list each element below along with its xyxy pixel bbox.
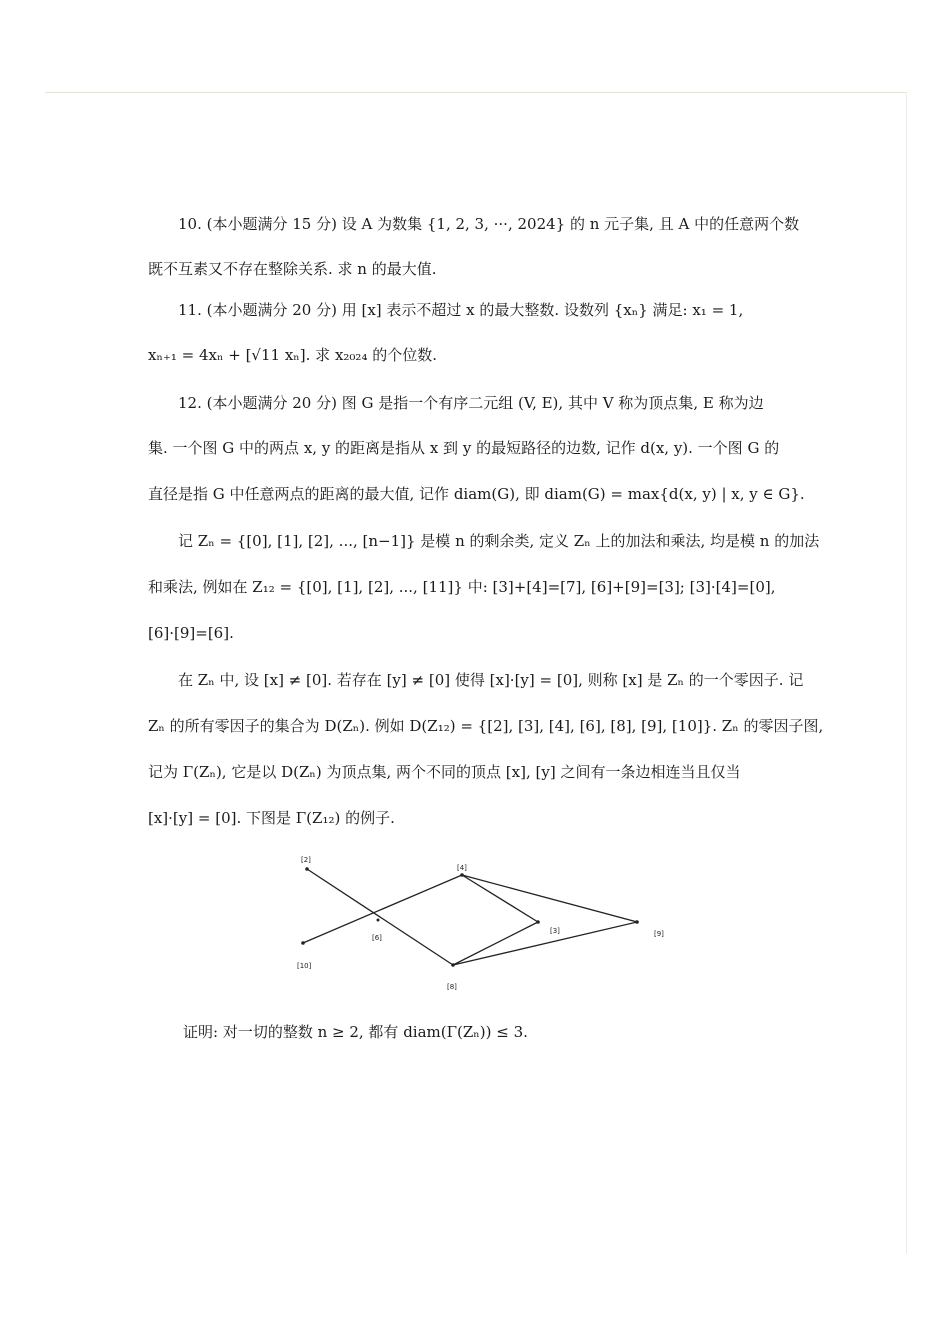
node-label-8: [8]	[447, 983, 457, 991]
node-6	[377, 919, 380, 922]
problem-12-line8: Zₙ 的所有零因子的集合为 D(Zₙ). 例如 D(Z₁₂) = {[2], [3], [4], [6], [8], [9], [10]}. Zₙ 的零因子图,	[148, 717, 824, 735]
problem-12-line2: 集. 一个图 G 中的两点 x, y 的距离是指从 x 到 y 的最短路径的边数, 记作 d(x, y). 一个图 G 的	[148, 439, 780, 457]
problem-12-line6: [6]·[9]=[6].	[148, 624, 234, 642]
edge-8-3	[453, 922, 538, 965]
node-9	[635, 920, 639, 924]
node-label-6: [6]	[372, 934, 382, 942]
edge-2-6	[307, 869, 453, 965]
node-label-4: [4]	[457, 864, 467, 872]
problem-10-line2: 既不互素又不存在整除关系. 求 n 的最大值.	[148, 260, 437, 278]
problem-12-line3: 直径是指 G 中任意两点的距离的最大值, 记作 diam(G), 即 diam(G) = max{d(x, y) | x, y ∈ G}.	[148, 485, 805, 503]
node-3	[536, 920, 540, 924]
node-label-3: [3]	[550, 927, 560, 935]
problem-10-line1: 10. (本小题满分 15 分) 设 A 为数集 {1, 2, 3, ···, 2024} 的 n 元子集, 且 A 中的任意两个数	[178, 215, 800, 233]
problem-11-line2: xₙ₊₁ = 4xₙ + [√11 xₙ]. 求 x₂₀₂₄ 的个位数.	[148, 346, 437, 364]
node-10	[301, 941, 305, 945]
problem-12-line10: [x]·[y] = [0]. 下图是 Γ(Z₁₂) 的例子.	[148, 809, 395, 827]
problem-12-line5: 和乘法, 例如在 Z₁₂ = {[0], [1], [2], ..., [11]} 中: [3]+[4]=[7], [6]+[9]=[3]; [3]·[4]=[0],	[148, 578, 776, 596]
scan-border-top	[45, 92, 907, 93]
node-label-9: [9]	[654, 930, 664, 938]
problem-12-line1: 12. (本小题满分 20 分) 图 G 是指一个有序二元组 (V, E), 其中 V 称为顶点集, E 称为边	[178, 394, 764, 412]
edge-4-9	[462, 875, 637, 922]
node-8	[451, 963, 455, 967]
node-label-2: [2]	[301, 856, 311, 864]
edge-8-9	[453, 922, 637, 965]
problem-12-line9: 记为 Γ(Zₙ), 它是以 D(Zₙ) 为顶点集, 两个不同的顶点 [x], [y] 之间有一条边相连当且仅当	[148, 763, 741, 781]
problem-12-line7: 在 Zₙ 中, 设 [x] ≠ [0]. 若存在 [y] ≠ [0] 使得 [x]·[y] = [0], 则称 [x] 是 Zₙ 的一个零因子. 记	[178, 671, 804, 689]
proof-statement: 证明: 对一切的整数 n ≥ 2, 都有 diam(Γ(Zₙ)) ≤ 3.	[183, 1023, 528, 1041]
edge-4-3	[462, 875, 538, 922]
problem-12-line4: 记 Zₙ = {[0], [1], [2], ..., [n−1]} 是模 n 的剩余类, 定义 Zₙ 上的加法和乘法, 均是模 n 的加法	[178, 532, 820, 550]
scan-border-right	[906, 94, 907, 1254]
problem-11-line1: 11. (本小题满分 20 分) 用 [x] 表示不超过 x 的最大整数. 设数列 {xₙ} 满足: x₁ = 1,	[178, 301, 744, 319]
node-label-10: [10]	[297, 962, 312, 970]
node-2	[305, 867, 309, 871]
zero-divisor-graph	[290, 855, 680, 995]
edge-10-6	[303, 875, 462, 943]
node-4	[460, 873, 464, 877]
